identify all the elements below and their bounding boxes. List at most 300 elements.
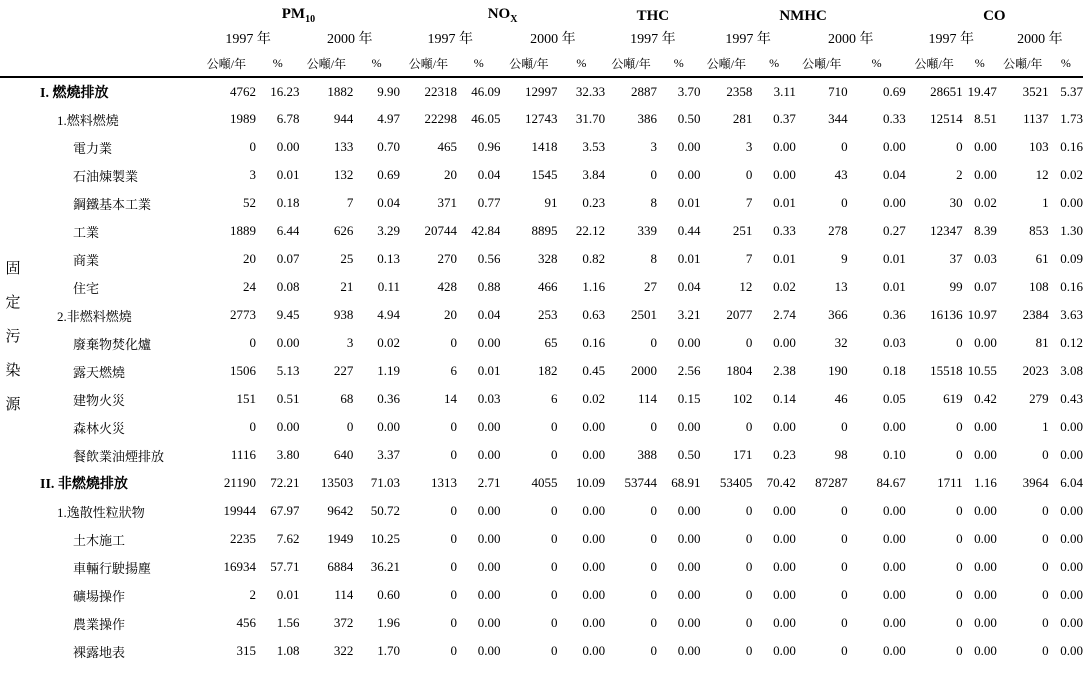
cell-percent: 3.11 (773, 83, 796, 99)
cell-tonnes: 171 (732, 447, 753, 462)
cell-tonnes: 0 (450, 503, 457, 518)
table-row (0, 329, 1083, 357)
cell-tonnes: 0 (550, 559, 558, 574)
cell-percent: 0.43 (1060, 391, 1083, 406)
cell-tonnes: 227 (333, 363, 354, 378)
cell-percent: 0.00 (1060, 531, 1083, 546)
cell-tonnes: 0 (956, 139, 963, 154)
cell-tonnes: 0 (841, 587, 848, 602)
cell-percent: 3.70 (677, 83, 701, 99)
cell-percent: 0.01 (882, 251, 906, 266)
cell-tonnes: 0 (650, 559, 657, 574)
cell-percent: 0.00 (974, 531, 997, 546)
cell-percent: 3.08 (1060, 363, 1083, 378)
cell-percent: 0.00 (882, 419, 906, 434)
cell-percent: 8.39 (974, 223, 997, 238)
cell-percent: 0.88 (477, 279, 501, 294)
cell-tonnes: 20 (443, 307, 457, 322)
cell-tonnes: 12347 (930, 223, 963, 238)
cell-tonnes: 0 (745, 419, 753, 434)
cell-tonnes: 0 (745, 335, 753, 350)
cell-tonnes: 13 (834, 279, 848, 294)
cell-tonnes: 12514 (930, 111, 963, 126)
cell-tonnes: 20 (242, 251, 256, 266)
cell-percent: 0.00 (974, 419, 997, 434)
row-label: 農業操作 (73, 616, 126, 632)
cell-percent: 0.04 (882, 167, 906, 182)
cell-percent: 0.03 (882, 335, 906, 350)
cell-percent: 0.00 (677, 335, 701, 350)
pollutant-header-row (0, 0, 1083, 25)
table-row (0, 245, 1083, 273)
cell-tonnes: 388 (637, 447, 657, 462)
cell-percent: 2.56 (677, 363, 701, 378)
cell-percent: 0.02 (974, 195, 997, 210)
cell-tonnes: 0 (550, 615, 558, 630)
cell-percent: 0.33 (773, 223, 796, 238)
cell-tonnes: 12 (739, 279, 753, 294)
cell-percent: 0.50 (677, 447, 701, 462)
cell-percent: 0.36 (882, 307, 906, 322)
cell-tonnes: 2235 (229, 531, 256, 546)
cell-tonnes: 0 (745, 559, 753, 574)
cell-tonnes: 710 (828, 83, 848, 99)
cell-tonnes: 7 (745, 251, 753, 266)
cell-tonnes: 27 (643, 279, 657, 294)
cell-tonnes: 0 (450, 643, 457, 658)
table-row (0, 441, 1083, 469)
cell-tonnes: 2023 (1022, 363, 1049, 378)
cell-percent: 0.01 (477, 363, 501, 378)
cell-percent: 0.69 (377, 167, 400, 182)
cell-tonnes: 3 (745, 139, 753, 154)
unit-header: % (657, 51, 701, 77)
row-label: 電力業 (73, 140, 113, 156)
cell-tonnes: 0 (745, 643, 753, 658)
cell-percent: 0.42 (974, 391, 997, 406)
cell-percent: 0.00 (773, 559, 796, 574)
unit-header: 公噸/年 (796, 51, 848, 77)
year-header-row (0, 25, 1083, 51)
cell-tonnes: 19944 (223, 503, 256, 518)
cell-tonnes: 22298 (424, 111, 457, 126)
cell-percent: 4.94 (377, 307, 400, 322)
cell-tonnes: 91 (544, 195, 558, 210)
cell-tonnes: 0 (650, 335, 657, 350)
cell-tonnes: 65 (544, 335, 558, 350)
cell-tonnes: 0 (249, 419, 256, 434)
cell-percent: 0.00 (882, 195, 906, 210)
unit-header: 公噸/年 (906, 51, 963, 77)
cell-percent: 6.04 (1060, 475, 1083, 490)
cell-percent: 2.74 (773, 307, 796, 322)
cell-tonnes: 16136 (930, 307, 963, 322)
cell-percent: 10.55 (967, 363, 997, 378)
pollutant-header: $PM_{10}$ (281, 6, 316, 25)
cell-tonnes: 103 (1029, 139, 1049, 154)
cell-tonnes: 0 (956, 503, 963, 518)
cell-percent: 0.00 (1060, 559, 1083, 574)
cell-percent: 8.51 (974, 111, 997, 126)
cell-tonnes: 16934 (223, 559, 256, 574)
cell-tonnes: 68 (340, 391, 354, 406)
cell-tonnes: 0 (650, 643, 657, 658)
cell-percent: 3.63 (1060, 307, 1083, 322)
table-row (0, 77, 1083, 105)
unit-header-row (0, 51, 1083, 77)
cell-tonnes: 53744 (624, 475, 657, 490)
cell-percent: 0.18 (882, 363, 906, 378)
cell-tonnes: 1545 (531, 167, 558, 182)
header-blank (0, 0, 197, 25)
cell-tonnes: 21 (340, 279, 354, 294)
row-label: 1.燃料燃燒 (57, 112, 119, 128)
cell-percent: 0.01 (677, 195, 701, 210)
cell-tonnes: 12743 (524, 111, 558, 126)
cell-percent: 1.16 (582, 279, 606, 294)
cell-percent: 0.00 (677, 615, 701, 630)
cell-tonnes: 43 (834, 167, 848, 182)
cell-tonnes: 465 (437, 139, 457, 154)
cell-percent: 0.00 (773, 335, 796, 350)
cell-percent: 0.00 (882, 139, 906, 154)
cell-percent: 3.80 (276, 447, 300, 462)
cell-tonnes: 366 (828, 307, 848, 322)
cell-tonnes: 1989 (229, 111, 256, 126)
cell-tonnes: 6884 (327, 559, 354, 574)
pollutant-header: NMHC (779, 8, 827, 24)
cell-percent: 0.00 (276, 335, 300, 350)
cell-tonnes: 619 (943, 391, 963, 406)
cell-percent: 0.69 (882, 83, 906, 99)
cell-tonnes: 3521 (1022, 83, 1049, 99)
cell-percent: 0.16 (1060, 279, 1083, 294)
cell-percent: 1.30 (1060, 223, 1083, 238)
cell-percent: 0.37 (773, 111, 796, 126)
cell-tonnes: 46 (834, 391, 848, 406)
row-label: 鋼鐵基本工業 (73, 196, 152, 212)
year-header: 1997 年 (225, 32, 271, 47)
cell-tonnes: 0 (956, 615, 963, 630)
cell-percent: 70.42 (766, 475, 796, 490)
cell-percent: 6.78 (276, 111, 300, 126)
cell-tonnes: 0 (1042, 447, 1049, 462)
cell-percent: 0.15 (677, 391, 701, 406)
cell-percent: 16.23 (270, 83, 300, 99)
cell-percent: 1.96 (377, 615, 400, 630)
row-label: 森林火災 (73, 420, 126, 436)
row-label: 礦場操作 (73, 588, 126, 604)
cell-tonnes: 52 (242, 195, 256, 210)
cell-percent: 9.45 (276, 307, 300, 322)
cell-tonnes: 9 (841, 251, 848, 266)
unit-header: 公噸/年 (299, 51, 353, 77)
cell-percent: 0.00 (1060, 195, 1083, 210)
cell-tonnes: 938 (333, 307, 354, 322)
cell-percent: 10.09 (575, 475, 606, 490)
cell-percent: 71.03 (370, 475, 400, 490)
table-row (0, 637, 1083, 665)
cell-percent: 0.50 (677, 111, 701, 126)
cell-percent: 0.00 (974, 587, 997, 602)
cell-percent: 0.12 (1060, 335, 1083, 350)
cell-percent: 1.16 (974, 475, 997, 490)
table-row (0, 413, 1083, 441)
cell-tonnes: 0 (650, 587, 657, 602)
cell-percent: 4.97 (377, 111, 400, 126)
cell-percent: 0.00 (1060, 447, 1083, 462)
cell-tonnes: 0 (550, 643, 558, 658)
cell-tonnes: 20744 (424, 223, 457, 238)
cell-percent: 0.00 (582, 587, 606, 602)
pollutant-header: $NO_X$ (487, 6, 518, 25)
cell-tonnes: 0 (249, 335, 256, 350)
cell-tonnes: 0 (956, 587, 963, 602)
cell-tonnes: 279 (1029, 391, 1049, 406)
cell-percent: 0.60 (377, 587, 400, 602)
cell-tonnes: 253 (537, 307, 558, 322)
cell-percent: 5.37 (1060, 83, 1083, 99)
cell-percent: 0.09 (1060, 251, 1083, 266)
cell-percent: 0.02 (773, 279, 796, 294)
cell-percent: 0.07 (974, 279, 997, 294)
cell-percent: 0.00 (477, 503, 501, 518)
cell-percent: 0.01 (276, 167, 300, 182)
cell-tonnes: 30 (949, 195, 963, 210)
cell-percent: 0.82 (582, 251, 606, 266)
cell-percent: 0.18 (276, 195, 300, 210)
cell-percent: 0.00 (974, 139, 997, 154)
cell-tonnes: 640 (333, 447, 354, 462)
cell-percent: 67.97 (270, 503, 300, 518)
cell-tonnes: 3 (346, 335, 354, 350)
table-row (0, 189, 1083, 217)
cell-percent: 0.05 (882, 391, 906, 406)
cell-tonnes: 1 (1042, 419, 1049, 434)
cell-tonnes: 0 (745, 167, 753, 182)
cell-tonnes: 22318 (424, 83, 457, 99)
cell-tonnes: 1804 (726, 363, 753, 378)
cell-percent: 0.77 (477, 195, 501, 210)
cell-tonnes: 0 (1042, 615, 1049, 630)
cell-tonnes: 87287 (815, 475, 848, 490)
emission-table-body (0, 77, 1083, 665)
cell-tonnes: 0 (450, 447, 457, 462)
cell-percent: 0.03 (974, 251, 997, 266)
cell-percent: 6.44 (276, 223, 300, 238)
cell-tonnes: 3 (249, 167, 256, 182)
row-label: 商業 (73, 252, 100, 268)
cell-tonnes: 0 (550, 531, 558, 546)
unit-header: 公噸/年 (997, 51, 1049, 77)
cell-percent: 36.21 (370, 559, 400, 574)
cell-tonnes: 0 (650, 615, 657, 630)
cell-percent: 0.00 (974, 559, 997, 574)
cell-tonnes: 0 (956, 559, 963, 574)
cell-tonnes: 0 (550, 419, 558, 434)
cell-percent: 0.00 (773, 643, 796, 658)
cell-tonnes: 344 (828, 111, 848, 126)
cell-tonnes: 4762 (229, 83, 256, 99)
cell-tonnes: 37 (949, 251, 963, 266)
cell-percent: 0.00 (882, 559, 906, 574)
cell-tonnes: 8 (650, 195, 657, 210)
table-row (0, 553, 1083, 581)
cell-percent: 50.72 (370, 503, 400, 518)
cell-tonnes: 0 (841, 531, 848, 546)
cell-percent: 0.04 (477, 167, 501, 182)
row-label: 2.非燃料燃燒 (57, 308, 132, 324)
cell-tonnes: 0 (841, 615, 848, 630)
cell-tonnes: 456 (236, 615, 256, 630)
cell-tonnes: 0 (956, 447, 963, 462)
year-header: 1997 年 (725, 32, 771, 47)
cell-tonnes: 251 (732, 223, 753, 238)
cell-tonnes: 0 (745, 615, 753, 630)
cell-percent: 0.00 (477, 615, 501, 630)
cell-tonnes: 14 (443, 391, 457, 406)
cell-percent: 0.56 (477, 251, 501, 266)
cell-tonnes: 4055 (531, 475, 558, 490)
year-header: 2000 年 (828, 32, 874, 47)
cell-tonnes: 1 (1042, 195, 1049, 210)
cell-percent: 0.96 (477, 139, 501, 154)
table-row (0, 497, 1083, 525)
cell-tonnes: 2 (249, 587, 256, 602)
cell-percent: 0.07 (276, 251, 300, 266)
cell-percent: 46.09 (471, 83, 501, 99)
cell-tonnes: 0 (550, 447, 558, 462)
cell-tonnes: 0 (650, 167, 657, 182)
cell-percent: 31.70 (575, 111, 606, 126)
cell-percent: 0.23 (773, 447, 796, 462)
cell-tonnes: 3 (650, 139, 657, 154)
cell-tonnes: 182 (537, 363, 558, 378)
cell-percent: 0.00 (974, 503, 997, 518)
cell-tonnes: 0 (1042, 503, 1049, 518)
row-label: I. 燃燒排放 (40, 85, 109, 101)
cell-percent: 0.01 (276, 587, 300, 602)
cell-percent: 0.33 (882, 111, 906, 126)
cell-tonnes: 281 (732, 111, 753, 126)
cell-tonnes: 315 (236, 643, 256, 658)
cell-tonnes: 0 (841, 419, 848, 434)
cell-tonnes: 0 (956, 643, 963, 658)
cell-percent: 3.29 (377, 223, 400, 238)
cell-percent: 0.00 (677, 503, 701, 518)
cell-tonnes: 99 (949, 279, 963, 294)
cell-percent: 0.00 (1060, 643, 1083, 658)
cell-percent: 0.00 (276, 419, 300, 434)
table-row (0, 609, 1083, 637)
cell-tonnes: 1882 (327, 83, 354, 99)
cell-tonnes: 0 (650, 503, 657, 518)
cell-percent: 0.36 (377, 391, 400, 406)
cell-percent: 0.04 (677, 279, 701, 294)
cell-percent: 0.02 (582, 391, 606, 406)
cell-percent: 0.00 (974, 335, 997, 350)
cell-tonnes: 322 (333, 643, 354, 658)
cell-percent: 0.00 (477, 335, 501, 350)
cell-tonnes: 0 (450, 587, 457, 602)
row-label: 建物火災 (73, 392, 126, 408)
unit-header: % (557, 51, 605, 77)
cell-tonnes: 1711 (937, 475, 963, 490)
cell-tonnes: 114 (637, 391, 657, 406)
cell-percent: 0.00 (582, 503, 606, 518)
cell-percent: 10.25 (370, 531, 400, 546)
unit-header: % (1049, 51, 1083, 77)
row-label: II. 非燃燒排放 (40, 477, 128, 492)
unit-header: 公噸/年 (400, 51, 457, 77)
cell-percent: 0.51 (276, 391, 300, 406)
cell-tonnes: 1116 (230, 447, 256, 462)
cell-percent: 0.00 (677, 559, 701, 574)
cell-percent: 0.44 (677, 223, 701, 238)
cell-tonnes: 0 (956, 419, 963, 434)
cell-tonnes: 1949 (327, 531, 354, 546)
cell-percent: 0.00 (677, 167, 701, 182)
cell-tonnes: 102 (732, 391, 753, 406)
cell-percent: 2.38 (773, 363, 796, 378)
cell-percent: 0.03 (477, 391, 501, 406)
unit-header: 公噸/年 (701, 51, 753, 77)
cell-tonnes: 1313 (430, 475, 457, 490)
cell-percent: 0.00 (1060, 615, 1083, 630)
cell-tonnes: 6 (450, 363, 457, 378)
side-label-char: 定 (5, 295, 21, 311)
cell-tonnes: 2501 (630, 307, 657, 322)
cell-percent: 72.21 (270, 475, 300, 490)
cell-tonnes: 28651 (930, 83, 963, 99)
cell-tonnes: 0 (650, 531, 657, 546)
cell-percent: 2.71 (477, 475, 501, 490)
cell-tonnes: 0 (249, 139, 256, 154)
unit-header: % (848, 51, 906, 77)
cell-percent: 0.45 (582, 363, 606, 378)
row-label: 1.逸散性粒狀物 (57, 504, 145, 520)
cell-percent: 32.33 (575, 83, 606, 99)
cell-tonnes: 151 (236, 391, 256, 406)
cell-percent: 1.56 (276, 615, 300, 630)
cell-percent: 0.00 (773, 419, 796, 434)
cell-tonnes: 2 (956, 167, 963, 182)
cell-tonnes: 428 (437, 279, 457, 294)
cell-percent: 0.00 (773, 531, 796, 546)
cell-tonnes: 2773 (229, 307, 256, 322)
cell-percent: 0.00 (477, 587, 501, 602)
cell-percent: 10.97 (967, 307, 997, 322)
cell-percent: 0.00 (677, 139, 701, 154)
cell-percent: 0.00 (677, 643, 701, 658)
row-label: 工業 (73, 224, 100, 240)
table-row (0, 525, 1083, 553)
cell-tonnes: 0 (745, 587, 753, 602)
cell-tonnes: 133 (333, 139, 354, 154)
cell-percent: 0.14 (773, 391, 796, 406)
year-header: 2000 年 (530, 32, 576, 47)
cell-percent: 0.00 (1060, 587, 1083, 602)
cell-percent: 42.84 (471, 223, 501, 238)
cell-percent: 0.01 (677, 251, 701, 266)
side-label-char: 污 (5, 329, 21, 345)
cell-tonnes: 114 (334, 587, 354, 602)
table-row (0, 301, 1083, 329)
cell-tonnes: 0 (745, 503, 753, 518)
pollutant-header: CO (983, 8, 1006, 24)
table-row (0, 161, 1083, 189)
cell-percent: 0.00 (974, 167, 997, 182)
